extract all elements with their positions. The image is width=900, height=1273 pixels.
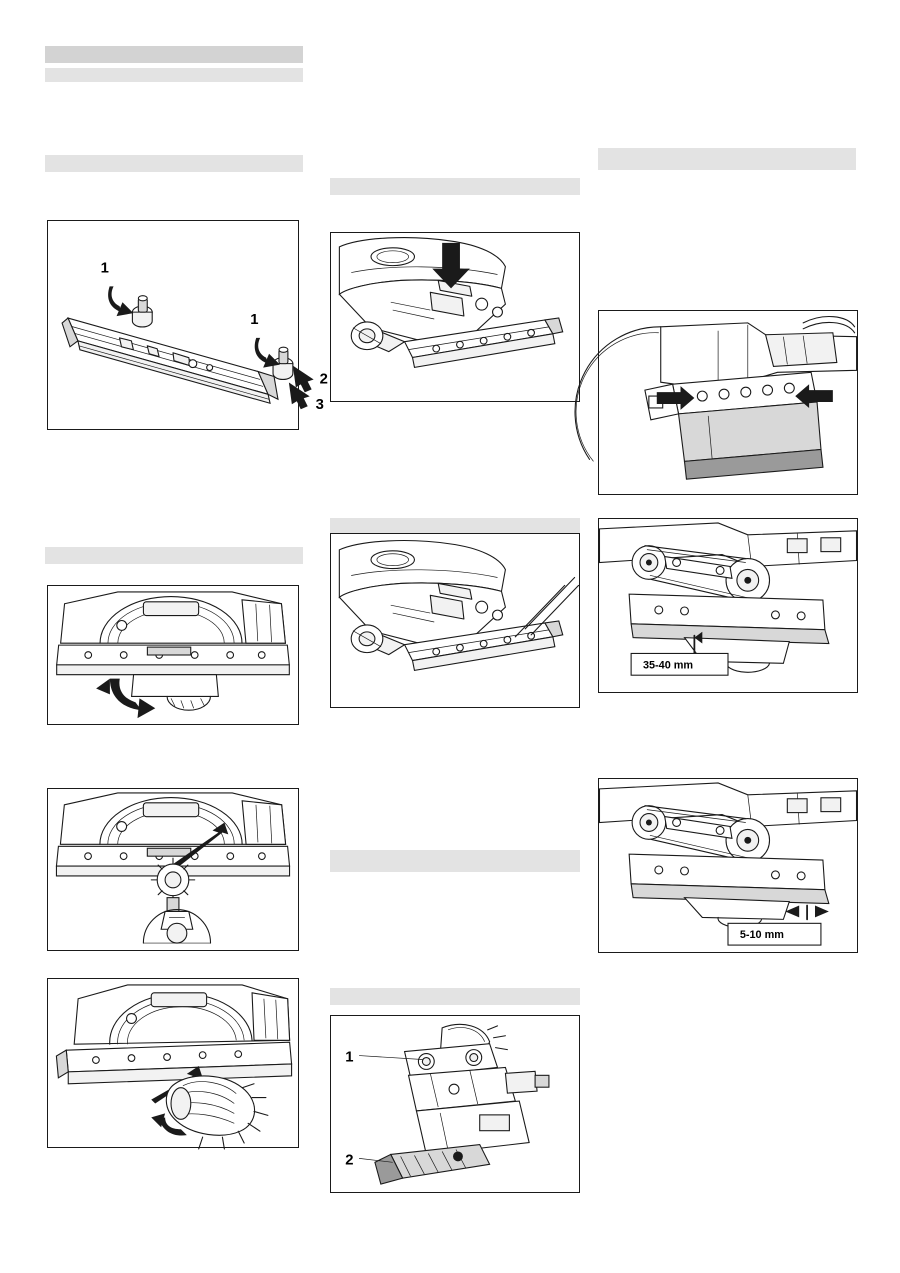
mid-col-heading-3 (330, 850, 580, 872)
mid-col-heading-4 (330, 988, 580, 1005)
figure-side-latch-arrows (598, 310, 858, 495)
callout-1a: 1 (100, 260, 109, 277)
right-col-heading-1 (598, 148, 856, 170)
figure-squeegee-removal (47, 220, 328, 430)
dimension-5-10-label: 5-10 mm (739, 929, 784, 942)
left-col-heading-1 (45, 155, 303, 172)
callout-fig10-1: 1 (345, 1049, 354, 1066)
figure-squeegee-blade-slide (330, 533, 580, 708)
callout-fig10-2: 2 (345, 1152, 354, 1169)
figure-brush-rotate (47, 585, 299, 725)
page-title-bar (45, 46, 303, 63)
callout-1b: 1 (250, 312, 259, 329)
figure-belt-tension-35-40 (598, 518, 858, 693)
page-subtitle-bar (45, 68, 303, 82)
dimension-35-40-label: 35-40 mm (642, 659, 694, 672)
figure-brush-release-knob (47, 788, 299, 951)
callout-3: 3 (315, 397, 324, 414)
callout-2: 2 (319, 371, 328, 388)
figure-squeegee-push-down (330, 232, 580, 402)
figure-belt-tension-5-10 (598, 778, 858, 953)
figure-scraper-assembly (330, 1015, 580, 1193)
figure-brush-insert (47, 978, 299, 1148)
mid-col-heading-1 (330, 178, 580, 195)
left-col-heading-2 (45, 547, 303, 564)
